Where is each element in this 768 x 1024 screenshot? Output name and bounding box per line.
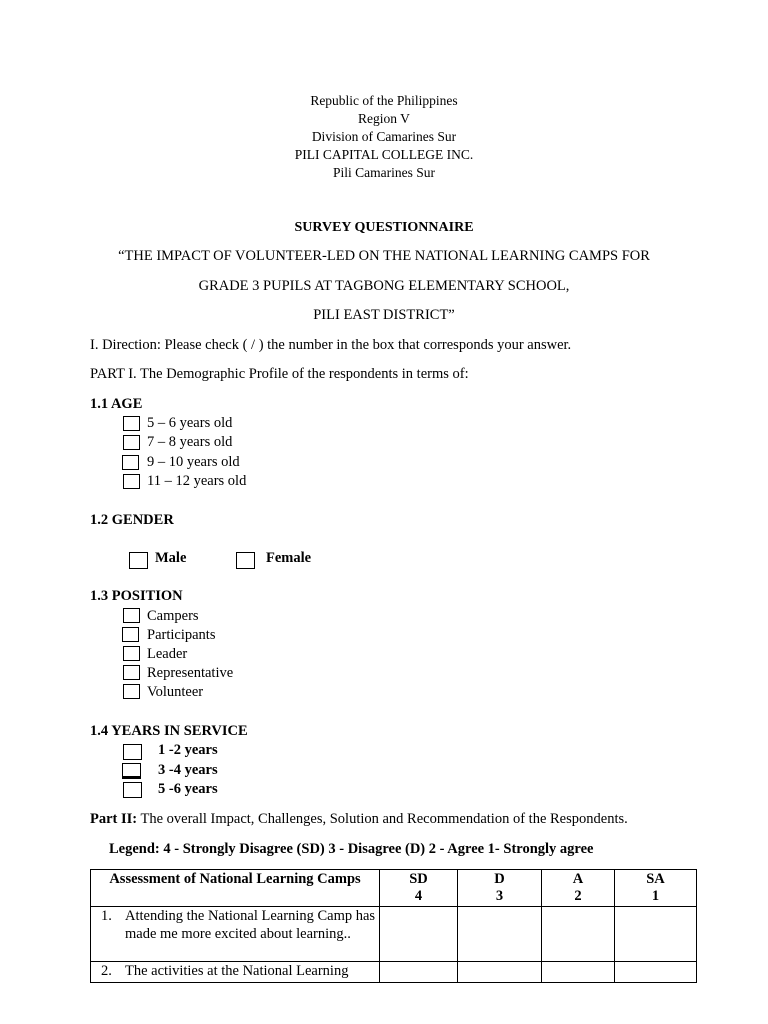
age-checkbox-3[interactable] <box>122 455 139 470</box>
rating-cell-sa[interactable] <box>615 962 697 983</box>
position-checkbox-campers[interactable] <box>123 608 140 623</box>
years-checkbox-3[interactable] <box>123 782 142 798</box>
header-line-republic: Republic of the Philippines <box>310 93 458 108</box>
age-checkbox-4[interactable] <box>123 474 140 489</box>
question-cell <box>91 962 380 983</box>
header-sd-num: 4 <box>414 888 423 904</box>
header-sd <box>380 870 458 907</box>
age-option-1: 5 – 6 years old <box>147 415 233 431</box>
rating-cell-a[interactable] <box>542 907 615 962</box>
gender-checkbox-male[interactable] <box>129 552 148 569</box>
position-option-participants: Participants <box>147 627 216 643</box>
study-title-line1: “THE IMPACT OF VOLUNTEER-LED ON THE NATIONAL LEARNING CAMPS FOR <box>118 248 650 264</box>
age-checkbox-1[interactable] <box>123 416 140 431</box>
table-header-row <box>91 870 697 907</box>
survey-title: SURVEY QUESTIONNAIRE <box>294 220 474 235</box>
years-option-1: 1 -2 years <box>158 742 218 758</box>
header-a-num: 2 <box>574 888 582 904</box>
question-number: 2. <box>101 963 112 979</box>
gender-option-female: Female <box>266 550 312 566</box>
years-checkbox-2[interactable] <box>122 763 141 779</box>
header-line-location: Pili Camarines Sur <box>333 165 435 180</box>
age-checkbox-2[interactable] <box>123 435 140 450</box>
direction-text: I. Direction: Please check ( / ) the number in the box that corresponds your answer. <box>90 337 572 353</box>
position-option-representative: Representative <box>147 665 234 681</box>
gender-checkbox-female[interactable] <box>236 552 255 569</box>
header-assessment: Assessment of National Learning Camps <box>91 870 380 907</box>
part1-heading: PART I. The Demographic Profile of the respondents in terms of: <box>90 366 469 382</box>
rating-cell-d[interactable] <box>458 962 542 983</box>
age-heading: 1.1 AGE <box>90 396 143 412</box>
rating-cell-sa[interactable] <box>615 907 697 962</box>
question-text: The activities at the National Learning <box>125 963 349 979</box>
position-option-leader: Leader <box>147 646 188 662</box>
header-a <box>542 870 615 907</box>
header-sd-label: SD <box>409 871 428 887</box>
rating-cell-d[interactable] <box>458 907 542 962</box>
years-checkbox-1[interactable] <box>123 744 142 760</box>
part2-text: The overall Impact, Challenges, Solution and Recommendation of the Respondents. <box>137 811 628 827</box>
position-heading: 1.3 POSITION <box>90 588 183 604</box>
years-option-2: 3 -4 years <box>158 762 218 778</box>
part2-heading <box>90 811 628 828</box>
question-cell <box>91 907 380 962</box>
question-text: Attending the National Learning Camp has made me more excited about learning.. <box>125 908 376 942</box>
table-row <box>91 962 697 983</box>
study-title-line3: PILI EAST DISTRICT” <box>313 307 455 323</box>
header-sa <box>615 870 697 907</box>
gender-heading: 1.2 GENDER <box>90 512 174 528</box>
header-line-college: PILI CAPITAL COLLEGE INC. <box>294 147 474 162</box>
rating-cell-sd[interactable] <box>380 962 458 983</box>
rating-cell-a[interactable] <box>542 962 615 983</box>
question-number: 1. <box>101 908 112 924</box>
age-option-3: 9 – 10 years old <box>147 454 240 470</box>
position-checkbox-representative[interactable] <box>123 665 140 680</box>
header-sa-num: 1 <box>651 888 660 904</box>
header-d <box>458 870 542 907</box>
years-option-3: 5 -6 years <box>158 781 218 797</box>
years-heading: 1.4 YEARS IN SERVICE <box>90 723 248 739</box>
legend-text: Legend: 4 - Strongly Disagree (SD) 3 - Disagree (D) 2 - Agree 1- Strongly agree <box>109 841 594 857</box>
position-option-volunteer: Volunteer <box>147 684 204 700</box>
rating-cell-sd[interactable] <box>380 907 458 962</box>
header-d-label: D <box>494 871 505 887</box>
age-option-2: 7 – 8 years old <box>147 434 233 450</box>
table-row <box>91 907 697 962</box>
header-line-region: Region V <box>358 111 410 126</box>
header-sa-label: SA <box>646 871 665 887</box>
position-checkbox-participants[interactable] <box>122 627 139 642</box>
part2-label: Part II: <box>90 811 138 827</box>
position-checkbox-volunteer[interactable] <box>123 684 140 699</box>
header-d-num: 3 <box>495 888 504 904</box>
header-a-label: A <box>572 871 584 887</box>
assessment-table <box>90 869 697 983</box>
position-option-campers: Campers <box>147 608 199 624</box>
study-title-line2: GRADE 3 PUPILS AT TAGBONG ELEMENTARY SCHOOL, <box>198 278 570 294</box>
header-line-division: Division of Camarines Sur <box>311 129 457 144</box>
gender-option-male: Male <box>155 550 187 566</box>
position-checkbox-leader[interactable] <box>123 646 140 661</box>
age-option-4: 11 – 12 years old <box>147 473 247 489</box>
